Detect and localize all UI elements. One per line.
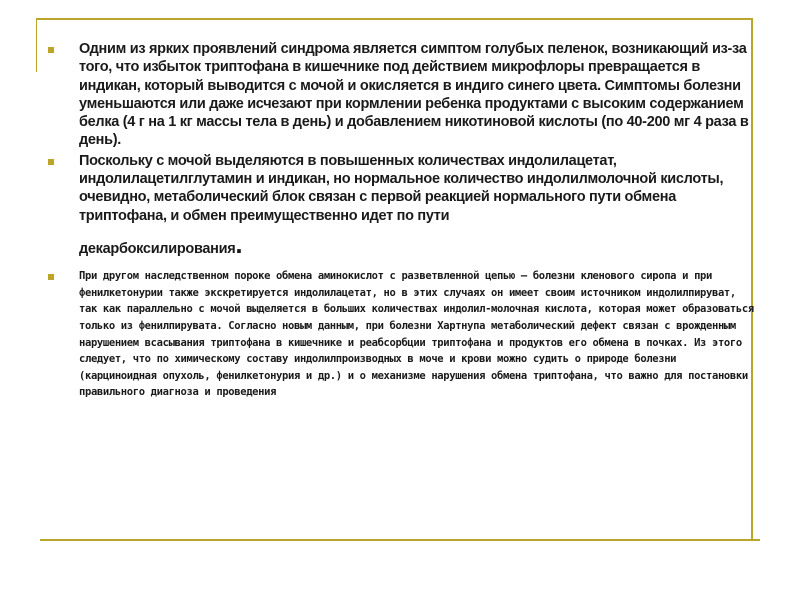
list-item <box>40 268 756 401</box>
bottom-rule <box>40 539 760 541</box>
paragraph-tail <box>79 228 756 259</box>
paragraph-text: Одним из ярких проявлений синдрома является симптом голубых пеленок, возникающий из-за того, что избыток триптофана в кишечнике под действием микрофлоры превращается в индикан, который выводится с мочой и окисляется в индиго синего цвета. Симптомы болезни уменьшаются или даже исчезают при кормлении ребенка продуктами с высоким содержанием белка (4 г на 1 кг массы тела в день) и добавлением никотиновой кислоты (по 40-200 мг 4 раза в день). <box>79 41 749 149</box>
square-bullet-icon <box>48 47 54 53</box>
paragraph-tail-text: декарбоксилирования <box>79 240 236 257</box>
list-item <box>40 40 756 150</box>
slide-content <box>40 40 756 401</box>
top-rule <box>36 18 752 20</box>
square-bullet-icon <box>48 274 54 280</box>
paragraph-text: При другом наследственном пороке обмена аминокислот с разветвленной цепью – болезни кленового сиропа и при фенилкетонурии также экскретируется индолилацетат, но в этих случаях он имеет своим источником индолилпируват, так как параллельно с мочой выделяется в больших количествах индолил-молочная кислота, которая может образоваться только из фенилпирувата. Согласно новым данным, при болезни Хартнупа метаболический дефект связан с врожденным нарушением всасывания триптофана в кишечнике и реабсорбции триптофана и продуктов его обмена в почках. Из этого следует, что по химическому составу индолилпроизводных в моче и крови можно судить о природе болезни (карциноидная опухоль, фенилкетонурия и др.) и о механизме нарушения обмена триптофана, что важно для постановки правильного диагноза и проведения <box>79 270 754 399</box>
paragraph-end-dot: . <box>235 228 243 259</box>
bullet-list <box>40 40 756 401</box>
list-item <box>40 152 756 258</box>
square-bullet-icon <box>48 159 54 165</box>
left-rule <box>36 18 37 72</box>
paragraph-text: Поскольку с мочой выделяются в повышенных количествах индолилацетат, индолилацетилглутамин и индикан, но нормальное количество индолилмолочной кислоты, очевидно, метаболический блок связан с первой реакцией нормального пути обмена триптофана, и обмен преимущественно идет по пути <box>79 152 724 224</box>
